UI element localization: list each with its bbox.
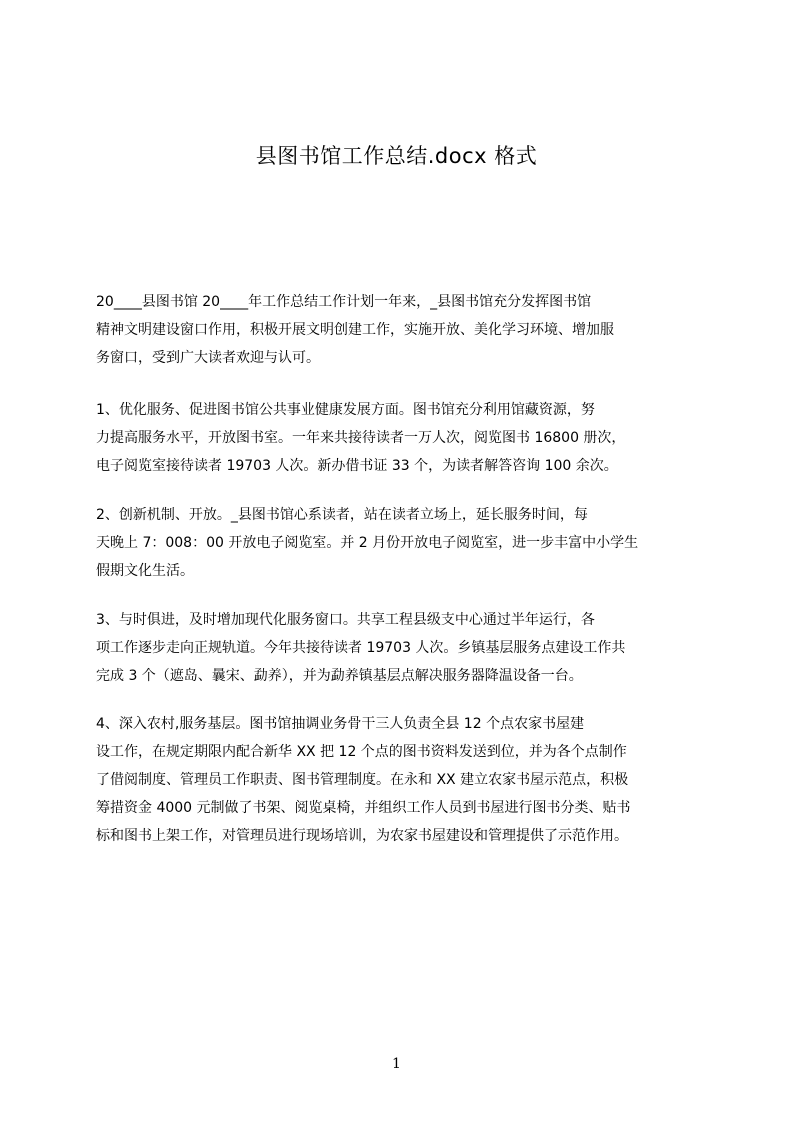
paragraph-line: 完成 3 个（遮岛、曩宋、勐养），并为勐养镇基层点解决服务器降温设备一台。 (96, 668, 583, 684)
paragraph-line: 了借阅制度、管理员工作职责、图书管理制度。在永和 XX 建立农家书屋示范点，积极 (96, 772, 629, 788)
paragraph-section-4 (96, 710, 708, 848)
paragraph-line: 力提高服务水平，开放图书室。一年来共接待读者一万人次，阅览图书 16800 册次， (96, 430, 626, 446)
paragraph-line: 天晚上 7：008：00 开放电子阅览室。并 2 月份开放电子阅览室，进一步丰富中小学生 (96, 535, 639, 551)
paragraph-section-3 (96, 606, 708, 690)
paragraph-line: 3、与时俱进，及时增加现代化服务窗口。共享工程县级支中心通过半年运行，各 (96, 612, 595, 628)
paragraph-section-1 (96, 396, 708, 480)
paragraph-line: 假期文化生活。 (96, 563, 194, 579)
paragraph-line: 2、创新机制、开放。_县图书馆心系读者，站在读者立场上，延长服务时间，每 (96, 507, 588, 523)
paragraph-line: 务窗口，受到广大读者欢迎与认可。 (96, 350, 320, 366)
paragraph-intro (96, 288, 708, 372)
paragraph-section-2 (96, 501, 708, 585)
paragraph-line: 设工作，在规定期限内配合新华 XX 把 12 个点的图书资料发送到位，并为各个点制作 (96, 744, 627, 760)
page-number: 1 (392, 1056, 401, 1072)
paragraph-line: 筹措资金 4000 元制做了书架、阅览桌椅，并组织工作人员到书屋进行图书分类、贴书 (96, 800, 631, 816)
paragraph-line: 1、优化服务、促进图书馆公共事业健康发展方面。图书馆充分利用馆藏资源，努 (96, 402, 595, 418)
paragraph-line: 4、深入农村,服务基层。图书馆抽调业务骨干三人负责全县 12 个点农家书屋建 (96, 716, 585, 732)
document-body (96, 288, 708, 848)
paragraph-line: 电子阅览室接待读者 19703 人次。新办借书证 33 个，为读者解答咨询 100 余次。 (96, 458, 618, 474)
document-title: 县图书馆工作总结.docx 格式 (255, 144, 538, 168)
paragraph-line: 项工作逐步走向正规轨道。今年共接待读者 19703 人次。乡镇基层服务点建设工作共 (96, 640, 626, 656)
paragraph-line: 20____县图书馆 20____年工作总结工作计划一年来，_县图书馆充分发挥图书馆 (96, 294, 592, 310)
paragraph-line: 精神文明建设窗口作用，积极开展文明创建工作，实施开放、美化学习环境、增加服 (96, 322, 614, 338)
paragraph-line: 标和图书上架工作，对管理员进行现场培训，为农家书屋建设和管理提供了示范作用。 (96, 828, 628, 844)
